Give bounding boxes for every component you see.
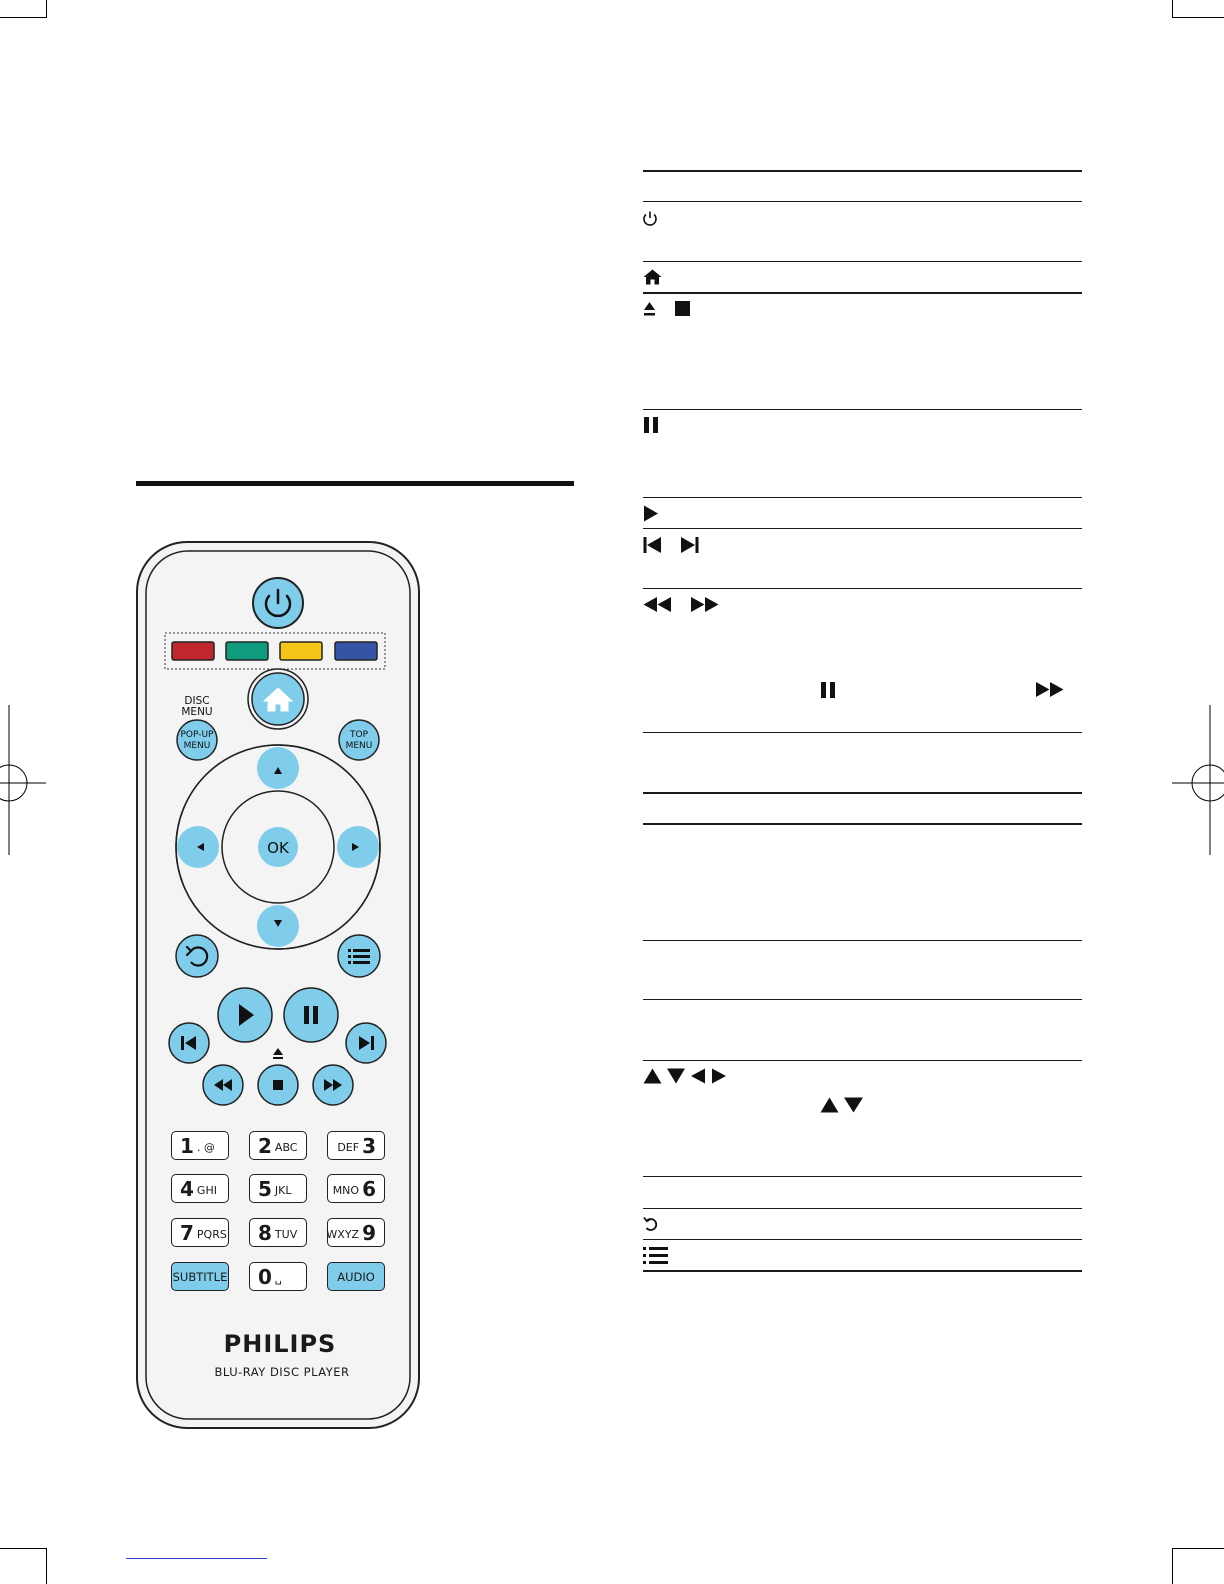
blue-button <box>335 642 377 660</box>
rewind-icon <box>643 597 672 612</box>
key-letters: GHI <box>196 1184 217 1197</box>
audio-button[interactable] <box>327 1262 385 1291</box>
green-button <box>226 642 268 660</box>
table-rule-thick <box>643 292 1082 294</box>
crop-mark <box>1172 0 1173 18</box>
fast-forward-icon <box>690 597 719 612</box>
crop-mark <box>0 17 46 18</box>
table-rule <box>643 261 1082 262</box>
section-heading-rule <box>136 481 574 486</box>
fast-forward-icon-inline <box>1035 682 1064 697</box>
table-rule-thick <box>643 170 1082 172</box>
red-button <box>172 642 214 660</box>
disc-menu-label: DISC <box>184 695 210 707</box>
table-rule <box>643 1060 1082 1061</box>
power-icon <box>642 210 658 226</box>
brand-logo <box>190 1330 370 1358</box>
stop-icon <box>273 1080 283 1090</box>
crop-mark <box>1172 17 1224 18</box>
key-digit: 4 <box>180 1176 194 1201</box>
number-key-3[interactable] <box>327 1131 385 1160</box>
number-key-1[interactable] <box>171 1131 229 1160</box>
subtitle-label: SUBTITLE <box>172 1269 228 1284</box>
brand-text: PHILIPS <box>223 1330 337 1358</box>
back-icon <box>643 1216 658 1232</box>
key-digit: 8 <box>258 1220 272 1245</box>
popup-menu-label: POP-UP <box>180 730 214 740</box>
popup-menu-label-2: MENU <box>183 741 211 751</box>
home-icon <box>643 269 662 285</box>
table-rule <box>643 528 1082 529</box>
key-digit: 7 <box>180 1220 194 1245</box>
top-menu-label-2: MENU <box>345 741 373 751</box>
registration-mark-right <box>1172 705 1224 855</box>
back-button <box>176 935 218 977</box>
key-letters: JKL <box>274 1184 292 1197</box>
number-key-8[interactable] <box>249 1218 307 1247</box>
previous-icon <box>643 537 662 553</box>
options-icon <box>643 1247 668 1264</box>
popup-menu-button <box>177 720 217 760</box>
audio-label: AUDIO <box>337 1269 375 1284</box>
stop-icon <box>675 301 690 316</box>
registration-mark-left <box>0 705 46 855</box>
model-text: BLU-RAY DISC PLAYER <box>214 1365 350 1379</box>
table-rule-thick <box>643 792 1082 794</box>
play-icon <box>643 505 659 522</box>
up-down-arrows-icon <box>820 1097 864 1113</box>
number-key-0[interactable] <box>249 1262 307 1291</box>
crop-mark <box>1172 1548 1224 1549</box>
key-digit: 9 <box>362 1220 376 1245</box>
crop-mark <box>0 1548 46 1549</box>
number-key-2[interactable] <box>249 1131 307 1160</box>
key-digit: 0 <box>258 1264 272 1289</box>
pause-icon-inline <box>820 682 837 698</box>
table-rule <box>643 940 1082 941</box>
number-key-6[interactable] <box>327 1174 385 1203</box>
key-letters: PQRS <box>196 1228 227 1241</box>
table-rule <box>643 1239 1082 1240</box>
crop-mark <box>1172 1548 1173 1584</box>
key-letters: . @ <box>196 1141 215 1154</box>
yellow-button <box>280 642 322 660</box>
eject-icon <box>643 301 656 317</box>
table-rule-thick <box>643 1270 1082 1272</box>
navigation-arrows-icon <box>643 1068 727 1084</box>
number-key-7[interactable] <box>171 1218 229 1247</box>
next-icon <box>680 537 699 553</box>
ok-label: OK <box>267 839 289 857</box>
disc-menu-label-2: MENU <box>181 706 213 718</box>
key-letters: WXYZ <box>326 1228 360 1241</box>
pause-button <box>284 988 338 1042</box>
number-key-5[interactable] <box>249 1174 307 1203</box>
key-letters: ␣ <box>274 1272 282 1285</box>
table-rule-thick <box>643 823 1082 825</box>
crop-mark <box>46 1548 47 1584</box>
top-menu-label: TOP <box>349 730 369 740</box>
key-letters: ABC <box>274 1141 298 1154</box>
number-key-9[interactable] <box>327 1218 385 1247</box>
number-key-4[interactable] <box>171 1174 229 1203</box>
key-letters: TUV <box>274 1228 298 1241</box>
table-rule <box>643 588 1082 589</box>
key-digit: 2 <box>258 1133 272 1158</box>
crop-mark <box>46 0 47 18</box>
top-menu-button <box>339 720 379 760</box>
pause-icon <box>643 417 660 433</box>
remote-control-illustration <box>130 538 430 1438</box>
table-rule <box>643 201 1082 202</box>
table-rule <box>643 732 1082 733</box>
key-digit: 5 <box>258 1176 272 1201</box>
subtitle-button[interactable] <box>171 1262 229 1291</box>
table-rule <box>643 409 1082 410</box>
key-digit: 6 <box>362 1176 376 1201</box>
model-label <box>170 1365 394 1379</box>
table-rule <box>643 1176 1082 1177</box>
table-rule <box>643 497 1082 498</box>
table-rule <box>643 999 1082 1000</box>
key-digit: 3 <box>362 1133 376 1158</box>
table-rule <box>643 1208 1082 1209</box>
key-digit: 1 <box>180 1133 194 1158</box>
key-letters: MNO <box>332 1184 360 1197</box>
footer-link-underline[interactable] <box>126 1558 267 1559</box>
key-letters: DEF <box>337 1141 360 1154</box>
